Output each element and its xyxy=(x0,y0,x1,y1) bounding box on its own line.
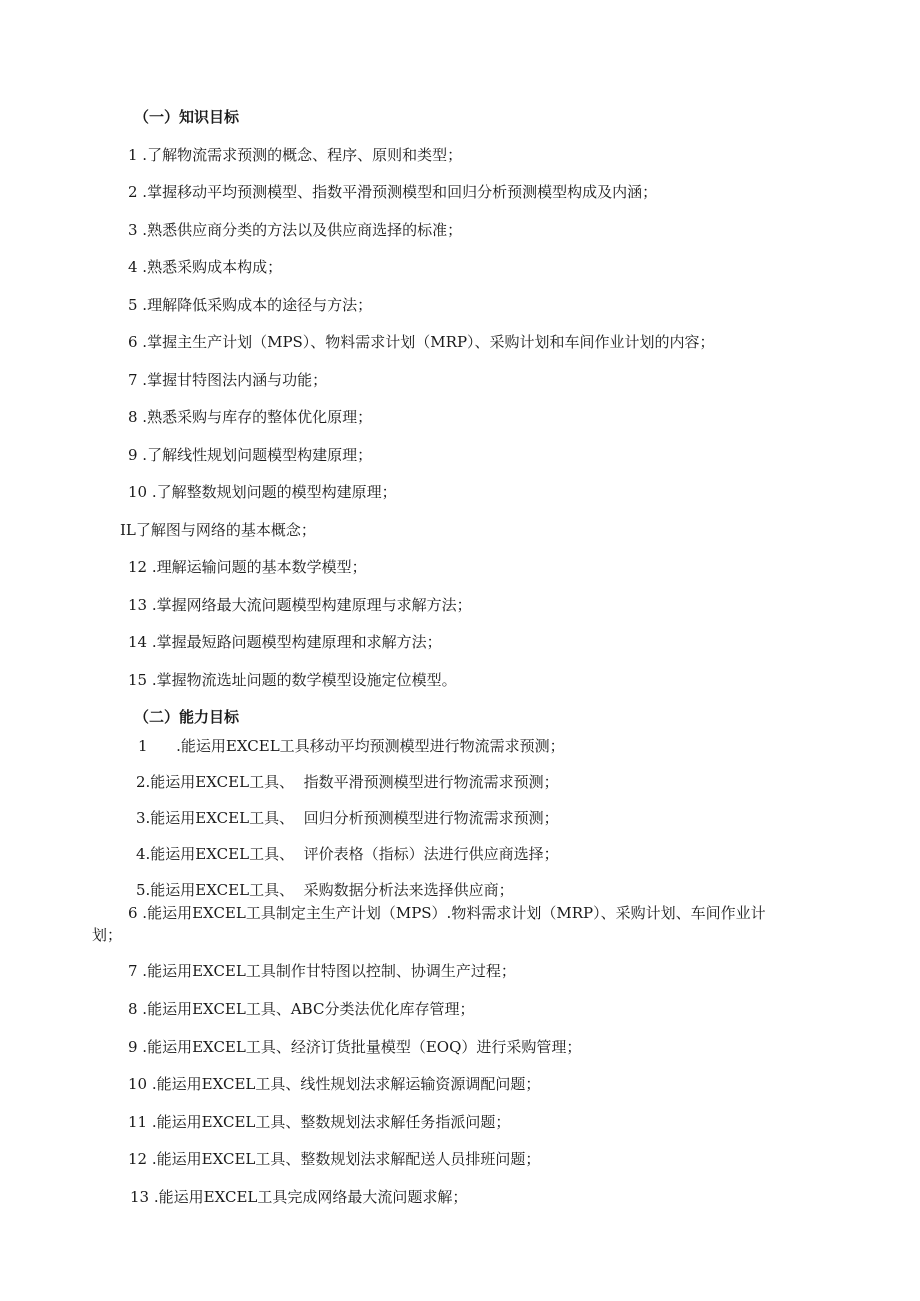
knowledge-item-3: 3 .熟悉供应商分类的方法以及供应商选择的标准； xyxy=(128,221,463,239)
knowledge-item-9: 9 .了解线性规划问题模型构建原理； xyxy=(128,446,373,464)
knowledge-item-8: 8 .熟悉采购与库存的整体优化原理； xyxy=(128,408,373,426)
knowledge-item-13: 13 .掌握网络最大流问题模型构建原理与求解方法； xyxy=(128,596,472,614)
ability-item-10: 10 .能运用EXCEL工具、线性规划法求解运输资源调配问题； xyxy=(128,1075,541,1093)
knowledge-item-14: 14 .掌握最短路问题模型构建原理和求解方法； xyxy=(128,633,442,651)
ability-item-2: 2.能运用EXCEL工具、 指数平滑预测模型进行物流需求预测； xyxy=(136,773,559,791)
ability-item-1: 1 .能运用EXCEL工具移动平均预测模型进行物流需求预测； xyxy=(138,737,565,755)
knowledge-item-10: 10 .了解整数规划问题的模型构建原理； xyxy=(128,483,397,501)
ability-item-4: 4.能运用EXCEL工具、 评价表格（指标）法进行供应商选择； xyxy=(136,845,559,863)
knowledge-item-1: 1 .了解物流需求预测的概念、程序、原则和类型； xyxy=(128,146,463,164)
ability-item-5: 5.能运用EXCEL工具、 采购数据分析法来选择供应商； xyxy=(136,881,514,899)
knowledge-item-7: 7 .掌握甘特图法内涵与功能； xyxy=(128,371,328,389)
knowledge-item-5: 5 .理解降低采购成本的途径与方法； xyxy=(128,296,373,314)
section-heading-knowledge: （一）知识目标 xyxy=(134,108,240,126)
ability-item-7: 7 .能运用EXCEL工具制作甘特图以控制、协调生产过程； xyxy=(128,962,516,980)
knowledge-item-6: 6 .掌握主生产计划（MPS）、物料需求计划（MRP）、采购计划和车间作业计划的内容； xyxy=(128,333,715,351)
ability-item-11: 11 .能运用EXCEL工具、整数规划法求解任务指派问题； xyxy=(128,1113,511,1131)
knowledge-item-12: 12 .理解运输问题的基本数学模型； xyxy=(128,558,367,576)
ability-item-6-continued: 划； xyxy=(92,926,123,944)
knowledge-item-4: 4 .熟悉采购成本构成； xyxy=(128,258,283,276)
ability-item-13: 13 .能运用EXCEL工具完成网络最大流问题求解； xyxy=(130,1188,468,1206)
ability-item-6: 6 .能运用EXCEL工具制定主生产计划（MPS）.物料需求计划（MRP）、采购计划、车间作业计 xyxy=(128,904,766,922)
knowledge-item-2: 2 .掌握移动平均预测模型、指数平滑预测模型和回归分析预测模型构成及内涵； xyxy=(128,183,658,201)
knowledge-item-11: IL了解图与网络的基本概念； xyxy=(120,521,316,539)
ability-item-8: 8 .能运用EXCEL工具、ABC分类法优化库存管理； xyxy=(128,1000,475,1018)
section-heading-ability: （二）能力目标 xyxy=(134,708,240,726)
ability-item-9: 9 .能运用EXCEL工具、经济订货批量模型（EOQ）进行采购管理； xyxy=(128,1038,582,1056)
ability-item-12: 12 .能运用EXCEL工具、整数规划法求解配送人员排班问题； xyxy=(128,1150,541,1168)
ability-item-3: 3.能运用EXCEL工具、 回归分析预测模型进行物流需求预测； xyxy=(136,809,559,827)
knowledge-item-15: 15 .掌握物流选址问题的数学模型设施定位模型。 xyxy=(128,671,457,689)
